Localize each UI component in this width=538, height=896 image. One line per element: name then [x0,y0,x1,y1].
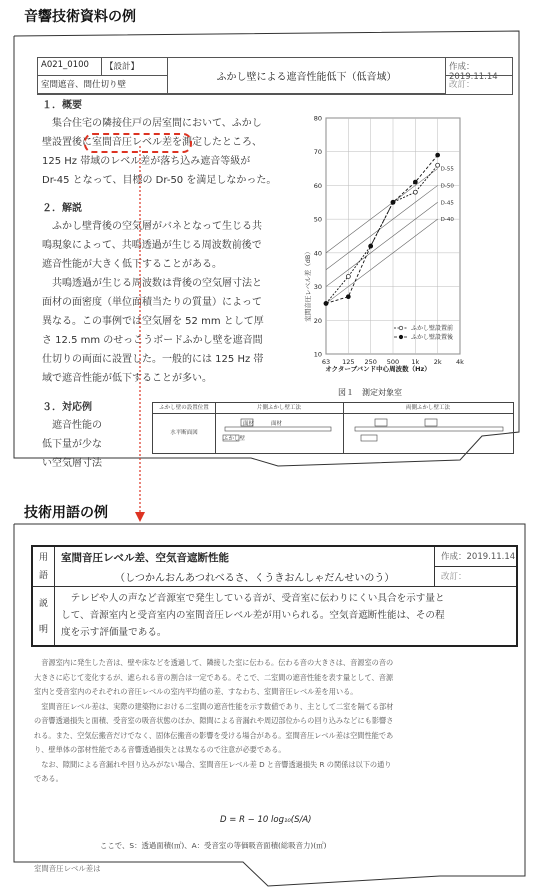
term-name: 室間音圧レベル差、空気音遮断性能 [61,552,229,564]
term-name-cell [55,547,435,587]
legend-marker [399,326,403,330]
term-reading: （しつかんおんあつれべるさ、くうきおんしゃだんせいのう） [115,573,395,584]
data-point [346,274,350,278]
doc-created: 作成：2019.11.14 [446,58,512,76]
x-tick-label: 250 [364,358,377,366]
y-tick-label: 20 [313,316,322,325]
rating-curve [326,185,438,269]
sec2-body: ふかし壁背後の空気層がバネとなって生じる共 鳴現象によって、共鳴透過が生じる周波数前後で 遮音性能が大きく低下することがある。 共鳴透過が生じる周波数は背後の空気層寸法と 面材の面密度（単位面積当たりの質量）によって 異なる。この事例では空気層を 52 mm として厚 さ 12.5 mm のせっこうボードふかし壁を遮音間 仕切りの両面に設置した。一般的には 125 Hz 帯 域で遮音性能が低下することが多い。 [42,221,264,384]
doc-title: ふかし壁による遮音性能低下（低音域） [168,58,446,94]
doc-revised: 改訂： [449,80,475,90]
data-point [413,190,417,194]
x-tick-label: 63 [321,358,331,366]
x-tick-label: 125 [342,358,355,366]
x-tick-label: 500 [386,358,400,366]
doc-category: 【設計】 [102,58,168,76]
term-description: テレビや人の声など音源室で発生している音が、受音室に伝わりにくい具合を示す量と して、音源室内と受音室内の室間音圧レベル差が用いられる。空気音遮断性能は、その程 度を示す評価量である。 [61,593,445,638]
formula: D = R − 10 log₁₀(S/A) [220,815,312,825]
y-tick-label: 70 [313,148,322,157]
y-tick-label: 10 [313,350,322,359]
sec1-body: 集合住宅の隣接住戸の居室間において、ふかし 壁設置後に室間音圧レベル差を測定したところ、 125 Hz 帯域のレベル差が落ち込み遮音等級が Dr-45 となって、目標の Dr-50 を満足しなかった。 [42,118,277,186]
rating-curve-label: D-40 [440,217,454,224]
y-tick-label: 50 [313,215,322,224]
doc-example-heading: 音響技術資料の例 [24,9,136,25]
data-point [436,153,440,157]
data-point [413,180,417,184]
x-tick-label: 4k [456,358,464,366]
desc-label: 説 明 [33,587,55,645]
formula-note: ここで、S：透過面積(㎡)、A：受音室の等価吸音面積(総吸音力)(㎡) [100,841,327,850]
construction-table: ふかし壁の設置位置 片側ふかし壁工法 両側ふかし壁工法 水平断面図 面材 面材 ふかし壁 [152,402,514,454]
sec2-title: ２．解説 [42,203,82,214]
series-line [326,165,438,303]
sec3-title: ３．対応例 [42,402,92,413]
term-example-heading: 技術用語の例 [24,505,108,521]
legend-label: ふかし壁設置前 [411,325,454,332]
data-point [436,163,440,167]
legend-label: ふかし壁設置後 [411,334,454,341]
rating-curve [326,219,438,303]
doc-category-sub: 室間遮音、間仕切り壁 [38,76,168,94]
doc-header-table [37,57,513,95]
term-label: 用 語 [33,547,55,587]
term-created: 作成：2019.11.14 [435,547,516,567]
series-line [326,155,438,303]
rating-curve-label: D-55 [440,166,454,173]
rating-curve-label: D-45 [440,200,454,207]
legend-marker [399,335,403,339]
doc-code: A021_0100 [38,58,102,76]
y-tick-label: 30 [313,283,322,292]
chart-area [300,110,515,400]
rating-curve [326,169,438,253]
y-tick-label: 60 [313,181,322,190]
chart-ylabel: 室間音圧レベル差（dB） [304,248,312,322]
term-revised: 改訂： [435,567,516,587]
term-box [31,545,518,647]
data-point [391,200,395,204]
chart-title: 図１ 測定対象室 [338,388,402,397]
data-point [324,301,328,305]
y-tick-label: 40 [313,249,322,258]
sec3-body: 遮音性能の 低下量が少な い空気層寸法 [42,420,102,469]
link-arrow [130,140,150,526]
data-point [369,244,373,248]
rating-curve-label: D-50 [440,183,454,190]
trailing-text: 室間音圧レベル差は [34,864,101,873]
x-tick-label: 2k [433,358,442,366]
data-point [346,295,350,299]
sec1-title: １．概要 [42,100,82,111]
chart-xlabel: オクターブバンド中心周波数（Hz） [325,365,431,373]
term-body: 音源室内に発生した音は、壁や床などを透過して、隣接した室に伝わる。伝わる音の大きさは、音源室の音の 大きさに応じて変化するが、遮られる音の割合は一定である。そこで、二室間の遮音性能を表す量として、音源 室内と受音室内のそれぞれの音圧レベルの室内平均値の差、すなわち、室間音圧レベル差を用いる。 室間音圧レベル差は、実際の建築物における二室間の遮音性能を示す数値であり、主として二室を隔てる部材 の音響透過損失と面積、受音室の吸音状態のほか、隙間による音漏れや周辺部位からの回り込みなどにも影響さ れる。また、空気伝搬音だけでなく、固体伝搬音の影響を受ける場合がある。室間音圧レベル差は空間性能であ り、壁単体の部材性能である音響透過損失とは異なるので注意が必要である。 なお、隙間による音漏れや回り込みがない場合、室間音圧レベル差 D と音響透過損失 R の関係は以下の通り である。 [34,658,394,783]
y-tick-label: 80 [313,114,322,123]
x-tick-label: 1k [411,358,420,366]
rating-curve [326,202,438,286]
